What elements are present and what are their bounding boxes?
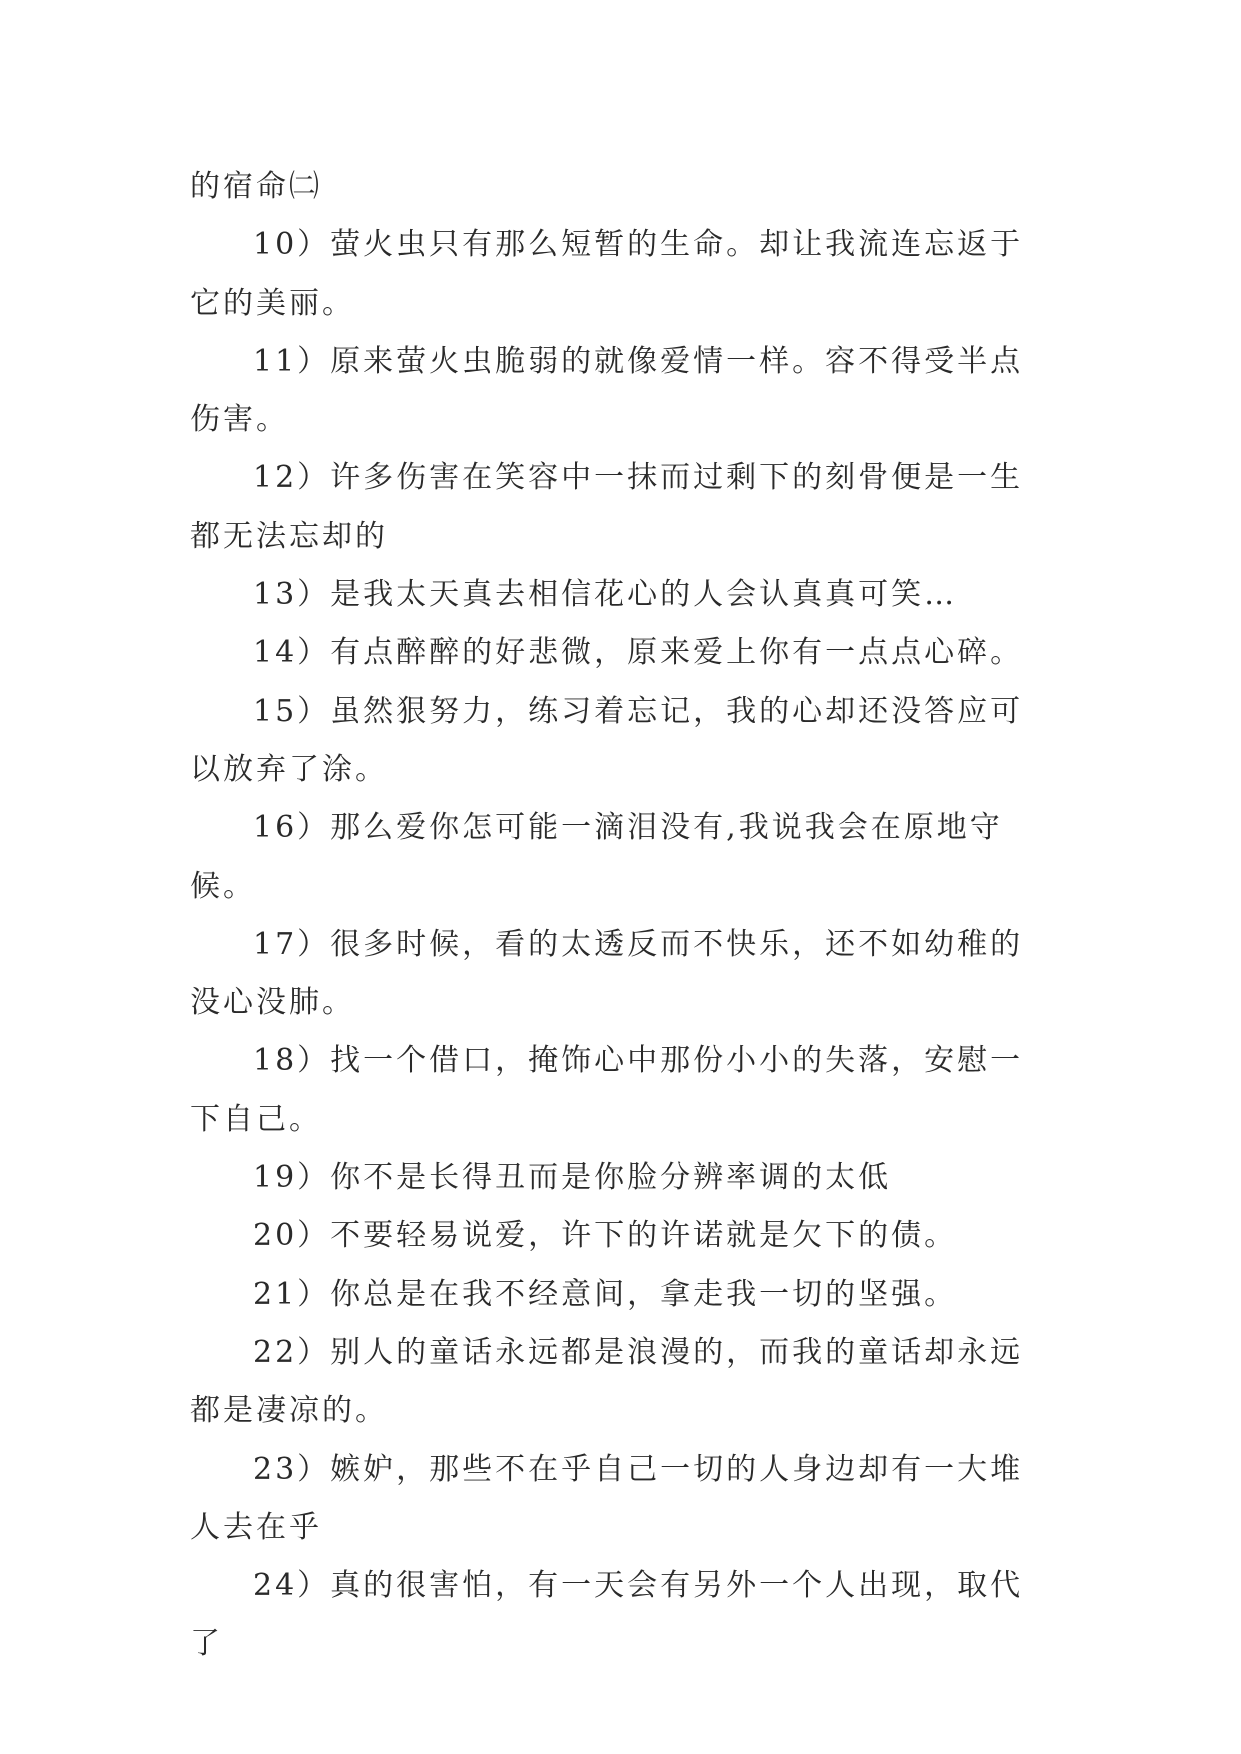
paragraph-item-22: 22）别人的童话永远都是浪漫的，而我的童话却永远都是凄凉的。 (190, 1334, 1024, 1429)
paragraph-item-20: 20）不要轻易说爱，许下的许诺就是欠下的债。 (253, 1218, 958, 1254)
paragraph-item-16: 16）那么爱你怎可能一滴泪没有,我说我会在原地守候。 (190, 810, 1003, 904)
document-body (190, 158, 1050, 1674)
paragraph-item-24: 24）真的很害怕，有一天会有另外一个人出现，取代了 (190, 1568, 1024, 1662)
paragraph-continuation: 的宿命㈡ (190, 169, 322, 204)
paragraph-item-12: 12）许多伤害在笑容中一抹而过剩下的刻骨便是一生都无法忘却的 (190, 460, 1024, 554)
paragraph-item-10: 10）萤火虫只有那么短暂的生命。却让我流连忘返于它的美丽。 (190, 227, 1024, 321)
paragraph-item-15: 15）虽然狠努力，练习着忘记，我的心却还没答应可以放弃了涂。 (190, 693, 1024, 787)
paragraph-item-17: 17）很多时候，看的太透反而不快乐，还不如幼稚的没心没肺。 (190, 926, 1024, 1021)
paragraph-item-18: 18）找一个借口，掩饰心中那份小小的失落，安慰一下自己。 (190, 1043, 1024, 1137)
paragraph-item-14: 14）有点醉醉的好悲微，原来爱上你有一点点心碎。 (253, 635, 1024, 671)
paragraph-item-13: 13）是我太天真去相信花心的人会认真真可笑… (253, 577, 958, 613)
paragraph-item-11: 11）原来萤火虫脆弱的就像爱情一样。容不得受半点伤害。 (190, 343, 1024, 438)
paragraph-item-23: 23）嫉妒，那些不在乎自己一切的人身边却有一大堆人去在乎 (190, 1451, 1024, 1545)
paragraph-item-21: 21）你总是在我不经意间，拿走我一切的坚强。 (253, 1276, 958, 1312)
paragraph-item-19: 19）你不是长得丑而是你脸分辨率调的太低 (253, 1160, 892, 1196)
